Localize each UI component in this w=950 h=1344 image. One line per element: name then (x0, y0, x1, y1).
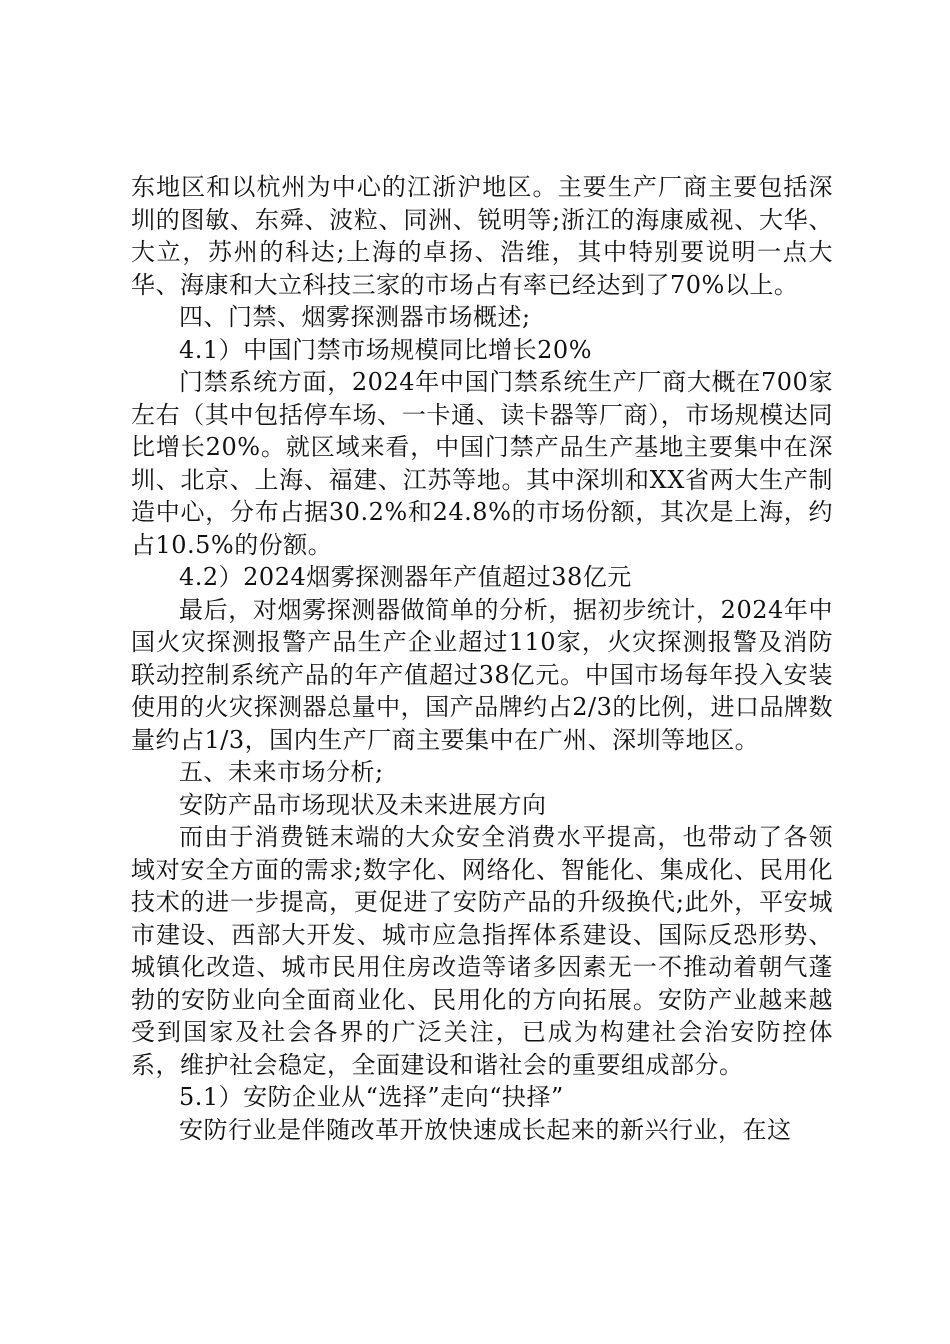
paragraph-security-industry: 安防行业是伴随改革开放快速成长起来的新兴行业，在这 (179, 1115, 792, 1144)
paragraph-security-demand: 而由于消费链末端的大众安全消费水平提高，也带动了各领域对安全方面的需求;数字化、网络化、智能化、集成化、民用化技术的进一步提高，更促进了安防产品的升级换代;此外，平安城市建设、西部大开发、城市应急指挥体系建设、国际反恐形势、城镇化改造、城市民用住房改造等诸多因素无一不推动着朝气蓬勃的安防业向全面商业化、民用化的方向拓展。安防产业越来越受到国家及社会各界的广泛关注，已成为构建社会治安防控体系，维护社会稳定，全面建设和谐社会的重要组成部分。 (131, 823, 833, 1079)
document-body (131, 171, 833, 1146)
section-heading-access-smoke: 四、门禁、烟雾探测器市场概述; (179, 303, 531, 331)
subheading-market-status-direction: 安防产品市场现状及未来进展方向 (179, 790, 547, 819)
paragraph-access-control: 门禁系统方面，2024年中国门禁系统生产厂商大概在700家左右（其中包括停车场、一卡通、读卡器等厂商），市场规模达同比增长20%。就区域来看，中国门禁产品生产基地主要集中在深圳、北京、上海、福建、江苏等地。其中深圳和XX省两大生产制造中心，分布占据30.2%和24.8%的市场份额，其次是上海，约占10.5%的份额。 (131, 368, 833, 559)
paragraph-region-overview-continued: 东地区和以杭州为中心的江浙沪地区。主要生产厂商主要包括深圳的图敏、东舜、波粒、同洲、锐明等;浙江的海康威视、大华、大立，苏州的科达;上海的卓扬、浩维，其中特别要说明一点大华、海康和大立科技三家的市场占有率已经达到了70%以上。 (131, 173, 833, 299)
section-heading-future-market: 五、未来市场分析; (179, 758, 384, 786)
subheading-smoke-detector-output: 4.2）2024烟雾探测器年产值超过38亿元 (179, 563, 632, 591)
paragraph-smoke-detector: 最后，对烟雾探测器做简单的分析，据初步统计，2024年中国火灾探测报警产品生产企业超过110家，火灾探测报警及消防联动控制系统产品的年产值超过38亿元。中国市场每年投入安装使用的火灾探测器总量中，国产品牌约占2/3的比例，进口品牌数量约占1/3，国内生产厂商主要集中在广州、深圳等地区。 (131, 595, 833, 754)
subheading-select-to-choose: 5.1）安防企业从“选择”走向“抉择” (179, 1083, 564, 1111)
subheading-access-market-growth: 4.1）中国门禁市场规模同比增长20% (179, 335, 593, 364)
